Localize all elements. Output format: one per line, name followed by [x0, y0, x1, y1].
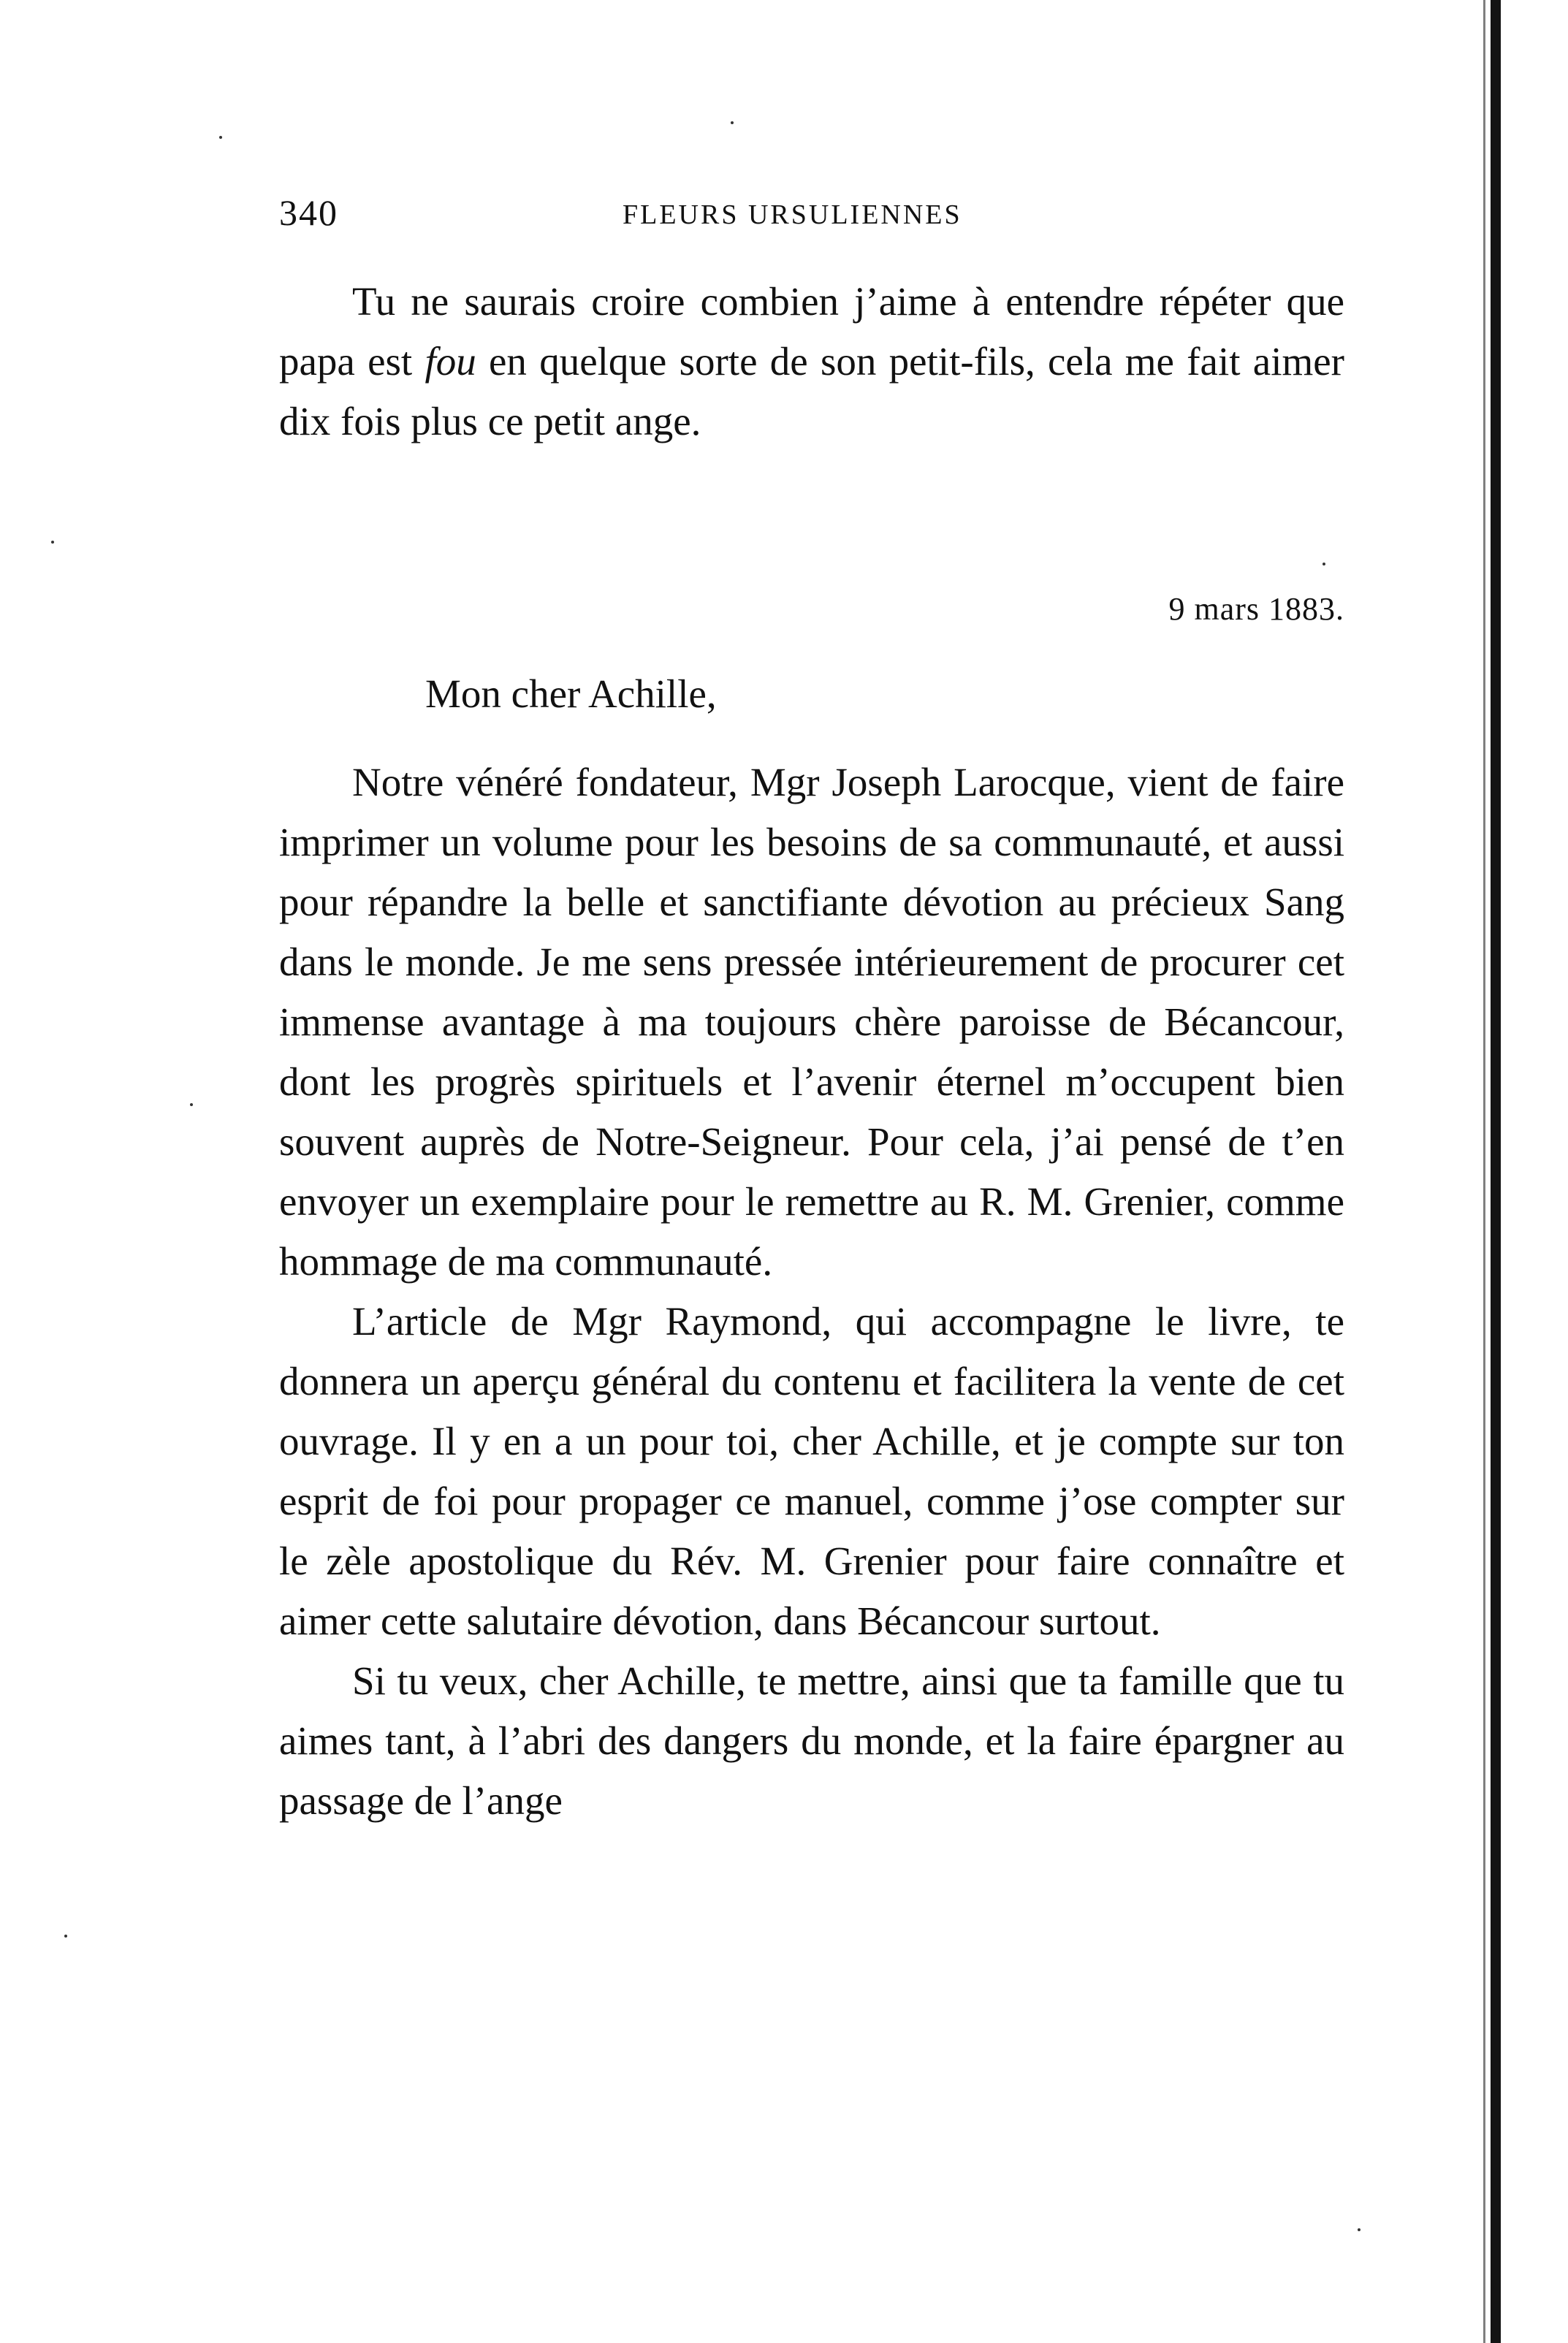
- italic-word: fou: [425, 339, 476, 384]
- scan-speck: [51, 541, 54, 544]
- scan-speck: [1358, 2228, 1360, 2231]
- paragraph: L’article de Mgr Raymond, qui accompagne le livre, te donnera un aperçu général du contenu et facilitera la vente de cet ouvrage. Il y en a un pour toi, cher Achille, et je compte sur ton esprit de foi pour propager ce manuel, comme j’ose compter sur le zèle apostolique du Rév. M. Grenier pour faire connaître et aimer cette salutaire dévotion, dans Bécancour surtout.: [279, 1299, 1344, 1643]
- letter-date: 9 mars 1883.: [1168, 591, 1344, 627]
- paragraph: Tu ne saurais croire combien j’aime à entendre répéter que papa est fou en quelque sorte de son petit-fils, cela me fait aimer dix fois plus ce petit ange.: [279, 279, 1344, 443]
- paragraph: Si tu veux, cher Achille, te mettre, ainsi que ta famille que tu aimes tant, à l’abri des dangers du monde, et la faire épargner au passage de l’ange: [279, 1658, 1344, 1823]
- page-binding-edge: [1491, 0, 1501, 2343]
- page-header: [279, 191, 1344, 235]
- scan-speck: [219, 136, 222, 139]
- letter-salutation: Mon cher Achille,: [425, 671, 717, 716]
- letter-body: [279, 753, 1344, 1831]
- scan-speck: [64, 1935, 67, 1938]
- page-binding-shadow: [1483, 0, 1485, 2343]
- running-title: FLEURS URSULIENNES: [623, 199, 962, 230]
- scan-speck: [731, 121, 734, 124]
- page-number: 340: [279, 192, 338, 233]
- scan-speck: [1322, 563, 1325, 565]
- paragraph: Notre vénéré fondateur, Mgr Joseph Larocque, vient de faire imprimer un volume pour les besoins de sa communauté, et aussi pour répandre la belle et sanctifiante dévotion au précieux Sang dans le monde. Je me sens pressée intérieurement de procurer cet immense avantage à ma toujours chère paroisse de Bécancour, dont les progrès spirituels et l’avenir éternel m’occupent bien souvent auprès de Notre-Seigneur. Pour cela, j’ai pensé de t’en envoyer un exemplaire pour le remettre au R. M. Grenier, comme hommage de ma communauté.: [279, 760, 1344, 1284]
- letter-continuation: [279, 272, 1344, 452]
- scan-speck: [190, 1103, 193, 1106]
